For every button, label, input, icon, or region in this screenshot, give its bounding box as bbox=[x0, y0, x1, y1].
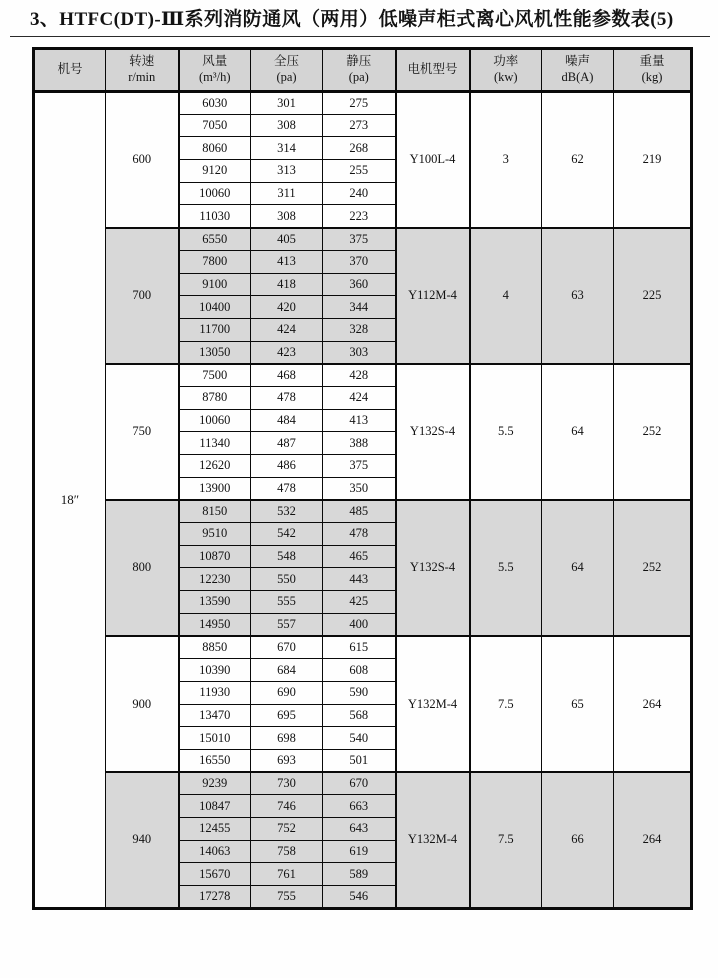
static-pressure-cell: 608 bbox=[323, 659, 396, 682]
airflow-cell: 10060 bbox=[179, 182, 251, 205]
airflow-cell: 8060 bbox=[179, 137, 251, 160]
airflow-cell: 11930 bbox=[179, 681, 251, 704]
weight-cell: 219 bbox=[614, 92, 692, 228]
static-pressure-cell: 643 bbox=[323, 818, 396, 841]
total-pressure-cell: 413 bbox=[251, 250, 323, 273]
static-pressure-cell: 478 bbox=[323, 523, 396, 546]
airflow-cell: 16550 bbox=[179, 749, 251, 772]
speed-cell: 600 bbox=[106, 92, 179, 228]
static-pressure-cell: 328 bbox=[323, 318, 396, 341]
table-header bbox=[34, 49, 692, 92]
static-pressure-cell: 485 bbox=[323, 500, 396, 523]
airflow-cell: 11700 bbox=[179, 318, 251, 341]
static-pressure-cell: 223 bbox=[323, 205, 396, 228]
noise-cell: 66 bbox=[542, 772, 614, 908]
header-row bbox=[34, 49, 692, 92]
static-pressure-cell: 268 bbox=[323, 137, 396, 160]
airflow-cell: 17278 bbox=[179, 886, 251, 909]
total-pressure-cell: 690 bbox=[251, 681, 323, 704]
total-pressure-cell: 314 bbox=[251, 137, 323, 160]
total-pressure-cell: 695 bbox=[251, 704, 323, 727]
header-label: 电机型号 bbox=[407, 62, 458, 77]
table-row bbox=[34, 92, 692, 115]
static-pressure-cell: 370 bbox=[323, 250, 396, 273]
total-pressure-cell: 670 bbox=[251, 636, 323, 659]
total-pressure-cell: 405 bbox=[251, 228, 323, 251]
total-pressure-cell: 308 bbox=[251, 205, 323, 228]
static-pressure-cell: 589 bbox=[323, 863, 396, 886]
table-row bbox=[34, 228, 692, 251]
airflow-cell: 9100 bbox=[179, 273, 251, 296]
power-cell: 4 bbox=[470, 228, 542, 364]
weight-cell: 264 bbox=[614, 636, 692, 772]
static-pressure-cell: 615 bbox=[323, 636, 396, 659]
total-pressure-cell: 758 bbox=[251, 840, 323, 863]
motor-model-cell: Y132S-4 bbox=[396, 364, 470, 500]
airflow-cell: 10400 bbox=[179, 296, 251, 319]
total-pressure-cell: 752 bbox=[251, 818, 323, 841]
header-label: 风量 bbox=[202, 54, 228, 69]
total-pressure-cell: 423 bbox=[251, 341, 323, 364]
airflow-cell: 13470 bbox=[179, 704, 251, 727]
airflow-cell: 6550 bbox=[179, 228, 251, 251]
total-pressure-cell: 420 bbox=[251, 296, 323, 319]
total-pressure-cell: 486 bbox=[251, 455, 323, 478]
total-pressure-cell: 313 bbox=[251, 160, 323, 183]
total-pressure-cell: 693 bbox=[251, 749, 323, 772]
static-pressure-cell: 275 bbox=[323, 92, 396, 115]
total-pressure-cell: 557 bbox=[251, 613, 323, 636]
airflow-cell: 14950 bbox=[179, 613, 251, 636]
speed-cell: 940 bbox=[106, 772, 179, 908]
motor-model-cell: Y112M-4 bbox=[396, 228, 470, 364]
total-pressure-cell: 484 bbox=[251, 409, 323, 432]
header-label: 全压 bbox=[273, 54, 299, 69]
speed-cell: 800 bbox=[106, 500, 179, 636]
table-row bbox=[34, 636, 692, 659]
table-row bbox=[34, 772, 692, 795]
static-pressure-cell: 663 bbox=[323, 795, 396, 818]
airflow-cell: 6030 bbox=[179, 92, 251, 115]
airflow-cell: 9120 bbox=[179, 160, 251, 183]
column-header-noise bbox=[542, 49, 614, 92]
header-label: 转速 bbox=[129, 54, 155, 69]
airflow-cell: 11340 bbox=[179, 432, 251, 455]
airflow-cell: 8850 bbox=[179, 636, 251, 659]
noise-cell: 65 bbox=[542, 636, 614, 772]
weight-cell: 264 bbox=[614, 772, 692, 908]
airflow-cell: 10870 bbox=[179, 545, 251, 568]
weight-cell: 252 bbox=[614, 364, 692, 500]
header-unit: (pa) bbox=[348, 70, 369, 84]
column-header-power bbox=[470, 49, 542, 92]
airflow-cell: 14063 bbox=[179, 840, 251, 863]
airflow-cell: 7050 bbox=[179, 114, 251, 137]
header-label: 重量 bbox=[639, 54, 665, 69]
power-cell: 3 bbox=[470, 92, 542, 228]
static-pressure-cell: 360 bbox=[323, 273, 396, 296]
airflow-cell: 10390 bbox=[179, 659, 251, 682]
total-pressure-cell: 487 bbox=[251, 432, 323, 455]
noise-cell: 64 bbox=[542, 500, 614, 636]
static-pressure-cell: 424 bbox=[323, 386, 396, 409]
static-pressure-cell: 388 bbox=[323, 432, 396, 455]
static-pressure-cell: 425 bbox=[323, 591, 396, 614]
total-pressure-cell: 478 bbox=[251, 386, 323, 409]
page-title: 3、HTFC(DT)-Ⅲ系列消防通风（两用）低噪声柜式离心风机性能参数表(5) bbox=[30, 9, 674, 30]
fan-performance-table bbox=[32, 47, 693, 910]
total-pressure-cell: 755 bbox=[251, 886, 323, 909]
total-pressure-cell: 542 bbox=[251, 523, 323, 546]
airflow-cell: 12455 bbox=[179, 818, 251, 841]
static-pressure-cell: 273 bbox=[323, 114, 396, 137]
static-pressure-cell: 428 bbox=[323, 364, 396, 387]
speed-cell: 750 bbox=[106, 364, 179, 500]
table-row bbox=[34, 364, 692, 387]
airflow-cell: 10847 bbox=[179, 795, 251, 818]
static-pressure-cell: 375 bbox=[323, 455, 396, 478]
airflow-cell: 7800 bbox=[179, 250, 251, 273]
motor-model-cell: Y132S-4 bbox=[396, 500, 470, 636]
header-label: 功率 bbox=[493, 54, 519, 69]
column-header-airflow bbox=[179, 49, 251, 92]
airflow-cell: 7500 bbox=[179, 364, 251, 387]
column-header-speed bbox=[106, 49, 179, 92]
column-header-motor-model bbox=[396, 49, 470, 92]
static-pressure-cell: 350 bbox=[323, 477, 396, 500]
static-pressure-cell: 670 bbox=[323, 772, 396, 795]
motor-model-cell: Y132M-4 bbox=[396, 636, 470, 772]
airflow-cell: 13900 bbox=[179, 477, 251, 500]
motor-model-cell: Y100L-4 bbox=[396, 92, 470, 228]
static-pressure-cell: 590 bbox=[323, 681, 396, 704]
static-pressure-cell: 400 bbox=[323, 613, 396, 636]
motor-model-cell: Y132M-4 bbox=[396, 772, 470, 908]
static-pressure-cell: 375 bbox=[323, 228, 396, 251]
noise-cell: 62 bbox=[542, 92, 614, 228]
power-cell: 7.5 bbox=[470, 772, 542, 908]
power-cell: 7.5 bbox=[470, 636, 542, 772]
static-pressure-cell: 546 bbox=[323, 886, 396, 909]
column-header-machine-no bbox=[34, 49, 106, 92]
header-label: 噪声 bbox=[564, 54, 590, 69]
total-pressure-cell: 418 bbox=[251, 273, 323, 296]
total-pressure-cell: 548 bbox=[251, 545, 323, 568]
header-label: 机号 bbox=[57, 62, 83, 77]
table-row bbox=[34, 500, 692, 523]
airflow-cell: 11030 bbox=[179, 205, 251, 228]
table-body bbox=[34, 92, 692, 909]
column-header-weight bbox=[614, 49, 692, 92]
airflow-cell: 9510 bbox=[179, 523, 251, 546]
total-pressure-cell: 532 bbox=[251, 500, 323, 523]
power-cell: 5.5 bbox=[470, 364, 542, 500]
static-pressure-cell: 240 bbox=[323, 182, 396, 205]
header-unit: (pa) bbox=[276, 70, 297, 84]
noise-cell: 63 bbox=[542, 228, 614, 364]
static-pressure-cell: 443 bbox=[323, 568, 396, 591]
static-pressure-cell: 619 bbox=[323, 840, 396, 863]
static-pressure-cell: 413 bbox=[323, 409, 396, 432]
machine-number-cell: 18″ bbox=[34, 92, 106, 909]
airflow-cell: 15670 bbox=[179, 863, 251, 886]
total-pressure-cell: 555 bbox=[251, 591, 323, 614]
airflow-cell: 8780 bbox=[179, 386, 251, 409]
airflow-cell: 13590 bbox=[179, 591, 251, 614]
weight-cell: 252 bbox=[614, 500, 692, 636]
airflow-cell: 12230 bbox=[179, 568, 251, 591]
total-pressure-cell: 761 bbox=[251, 863, 323, 886]
total-pressure-cell: 308 bbox=[251, 114, 323, 137]
total-pressure-cell: 550 bbox=[251, 568, 323, 591]
airflow-cell: 13050 bbox=[179, 341, 251, 364]
static-pressure-cell: 255 bbox=[323, 160, 396, 183]
header-unit: (m³/h) bbox=[198, 70, 231, 84]
total-pressure-cell: 478 bbox=[251, 477, 323, 500]
airflow-cell: 10060 bbox=[179, 409, 251, 432]
total-pressure-cell: 424 bbox=[251, 318, 323, 341]
total-pressure-cell: 311 bbox=[251, 182, 323, 205]
total-pressure-cell: 730 bbox=[251, 772, 323, 795]
airflow-cell: 12620 bbox=[179, 455, 251, 478]
total-pressure-cell: 698 bbox=[251, 727, 323, 750]
static-pressure-cell: 501 bbox=[323, 749, 396, 772]
total-pressure-cell: 468 bbox=[251, 364, 323, 387]
airflow-cell: 8150 bbox=[179, 500, 251, 523]
total-pressure-cell: 301 bbox=[251, 92, 323, 115]
column-header-total-pressure bbox=[251, 49, 323, 92]
airflow-cell: 15010 bbox=[179, 727, 251, 750]
total-pressure-cell: 684 bbox=[251, 659, 323, 682]
static-pressure-cell: 540 bbox=[323, 727, 396, 750]
header-unit: (kw) bbox=[493, 70, 518, 84]
weight-cell: 225 bbox=[614, 228, 692, 364]
header-label: 静压 bbox=[346, 54, 372, 69]
title-divider bbox=[10, 36, 710, 37]
static-pressure-cell: 568 bbox=[323, 704, 396, 727]
speed-cell: 700 bbox=[106, 228, 179, 364]
static-pressure-cell: 303 bbox=[323, 341, 396, 364]
noise-cell: 64 bbox=[542, 364, 614, 500]
total-pressure-cell: 746 bbox=[251, 795, 323, 818]
header-unit: dB(A) bbox=[561, 70, 594, 84]
header-unit: r/min bbox=[128, 70, 156, 84]
column-header-static-pressure bbox=[323, 49, 396, 92]
static-pressure-cell: 344 bbox=[323, 296, 396, 319]
header-unit: (kg) bbox=[641, 70, 663, 84]
airflow-cell: 9239 bbox=[179, 772, 251, 795]
power-cell: 5.5 bbox=[470, 500, 542, 636]
static-pressure-cell: 465 bbox=[323, 545, 396, 568]
speed-cell: 900 bbox=[106, 636, 179, 772]
